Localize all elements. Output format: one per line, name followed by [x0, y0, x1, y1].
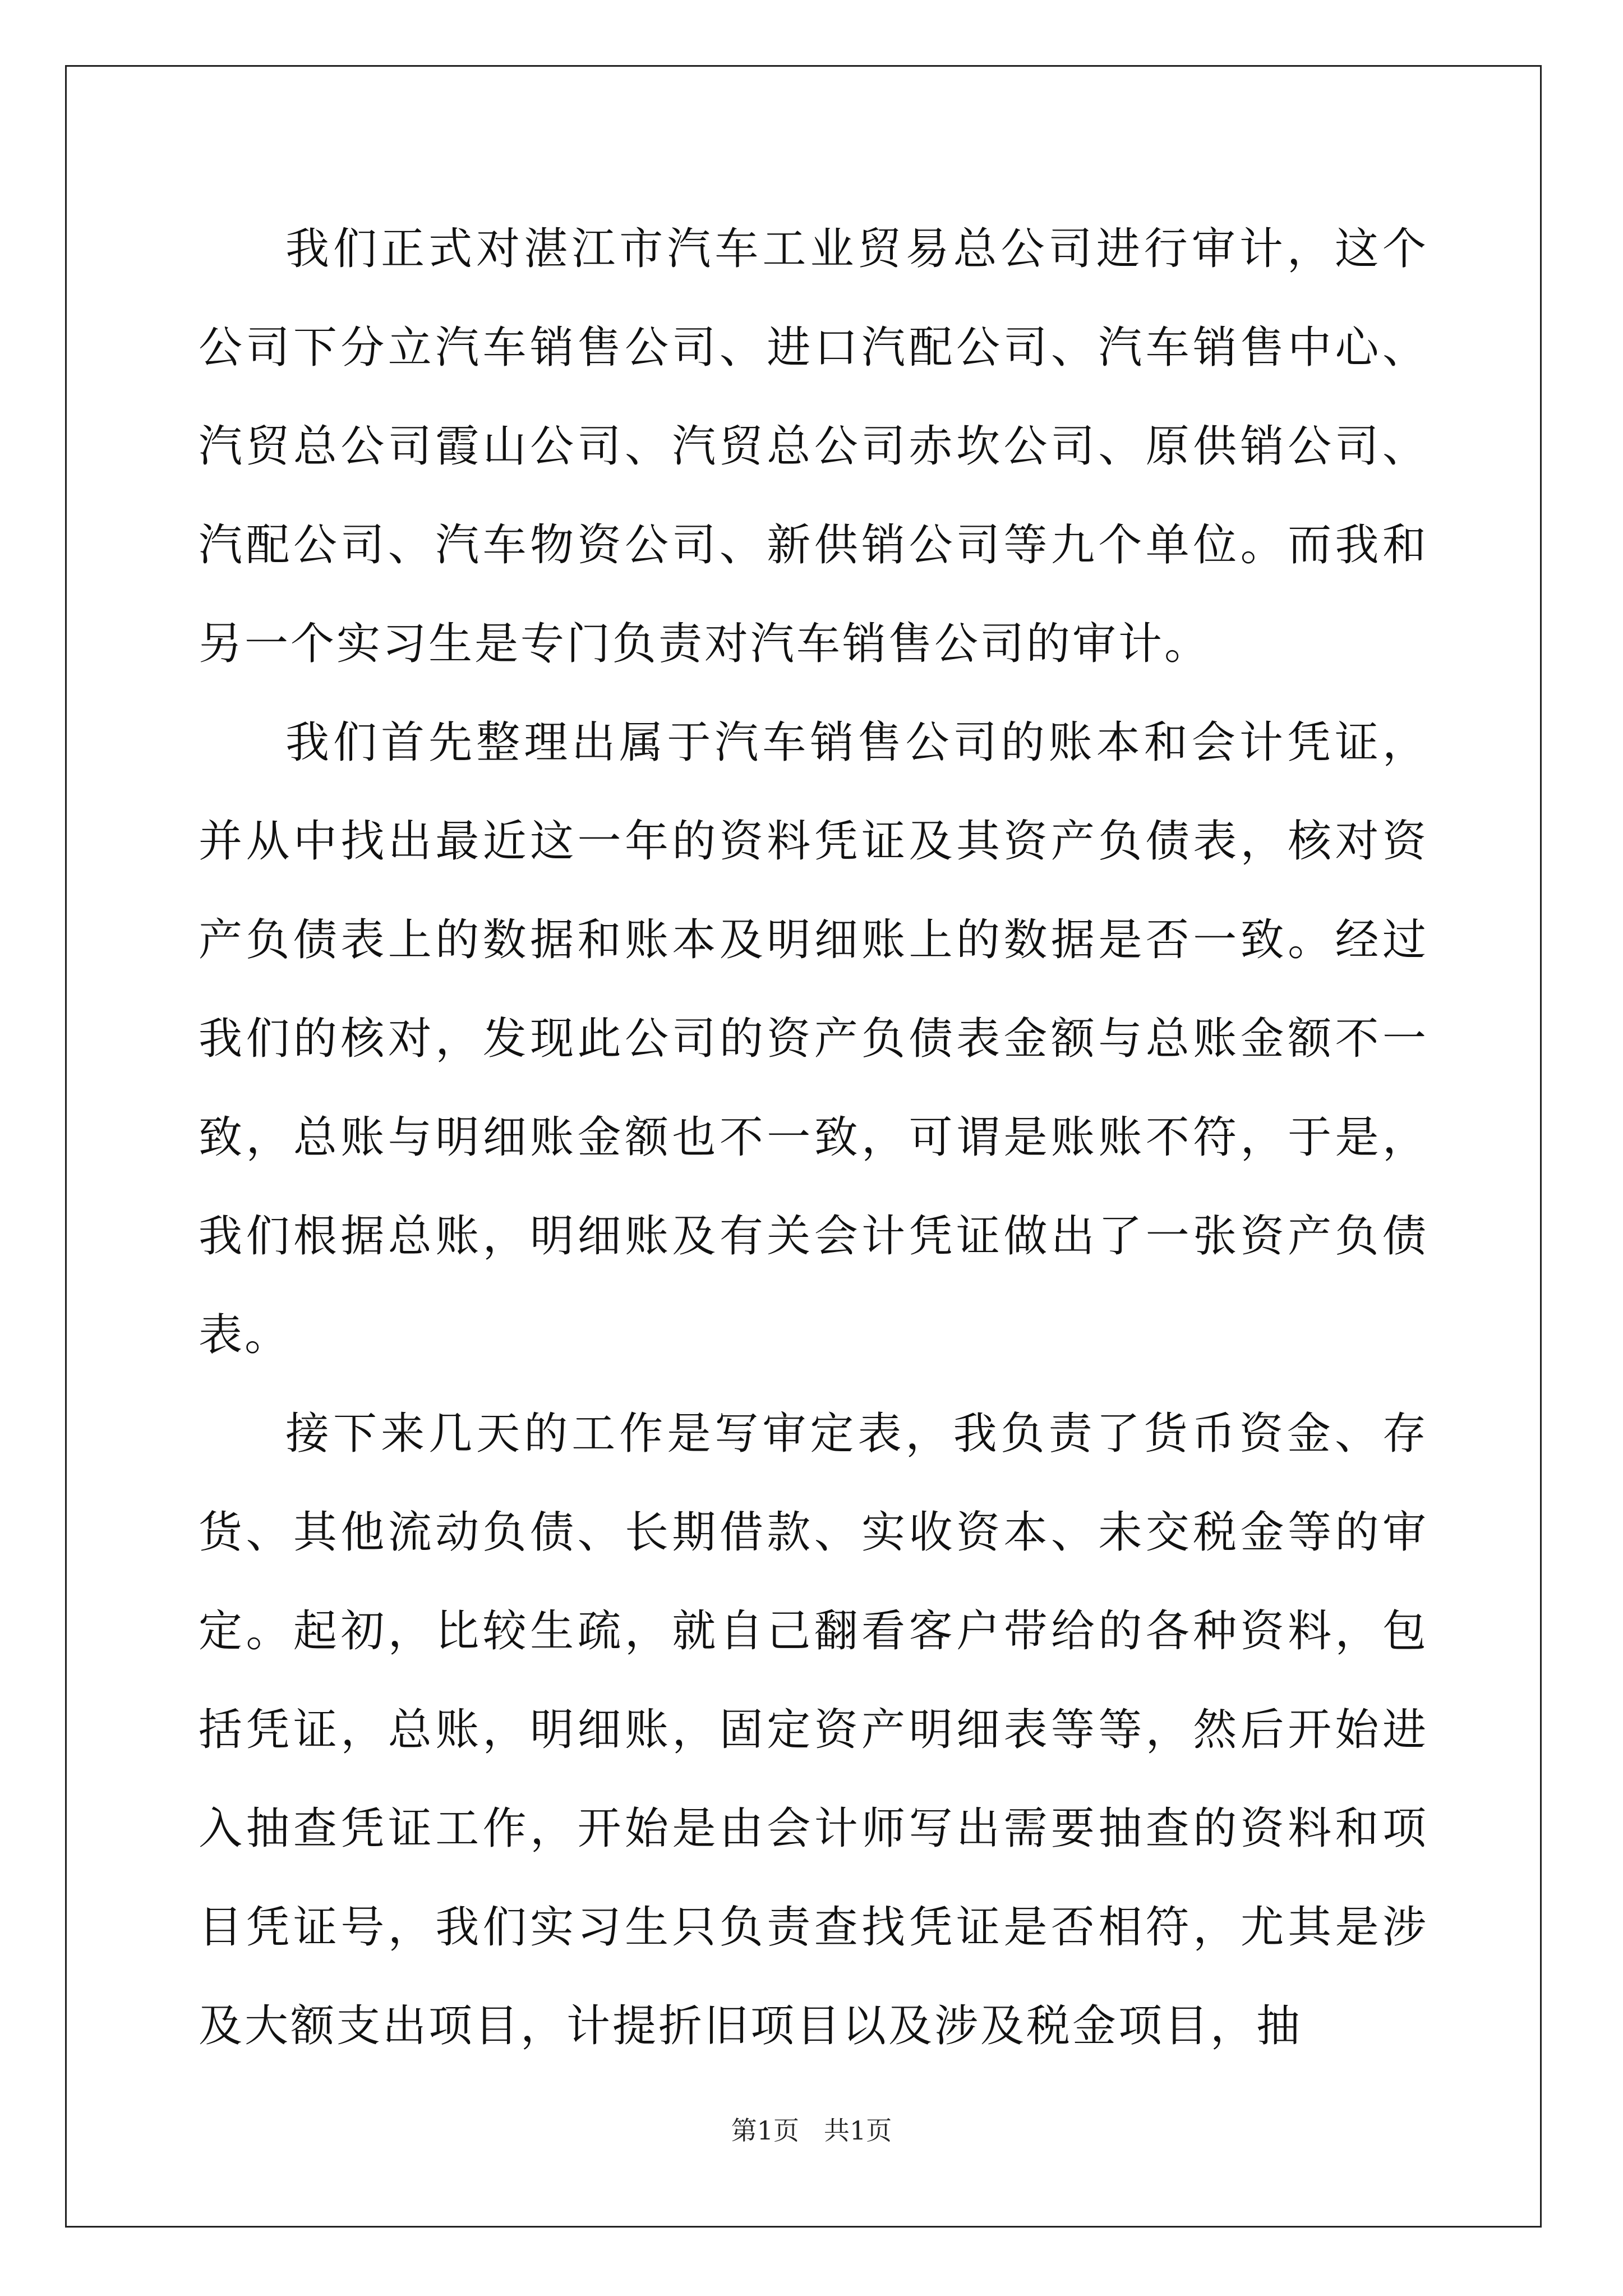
- page-number: 第1页: [731, 2115, 799, 2146]
- document-body: [199, 200, 1428, 2076]
- page-footer: [0, 2114, 1623, 2147]
- paragraph-2: 我们首先整理出属于汽车销售公司的账本和会计凭证，并从中找出最近这一年的资料凭证及其资产负债表，核对资产负债表上的数据和账本及明细账上的数据是否一致。经过我们的核对，发现此公司的资产负债表金额与总账金额不一致，总账与明细账金额也不一致，可谓是账账不符，于是，我们根据总账，明细账及有关会计凭证做出了一张资产负债表。: [199, 717, 1428, 1360]
- page-total: 共1页: [824, 2115, 892, 2146]
- paragraph-1: 我们正式对湛江市汽车工业贸易总公司进行审计，这个公司下分立汽车销售公司、进口汽配公司、汽车销售中心、汽贸总公司霞山公司、汽贸总公司赤坎公司、原供销公司、汽配公司、汽车物资公司、新供销公司等九个单位。而我和另一个实习生是专门负责对汽车销售公司的审计。: [199, 224, 1428, 669]
- paragraph-3: 接下来几天的工作是写审定表，我负责了货币资金、存货、其他流动负债、长期借款、实收资本、未交税金等的审定。起初，比较生疏，就自己翻看客户带给的各种资料，包括凭证，总账，明细账，固定资产明细表等等，然后开始进入抽查凭证工作，开始是由会计师写出需要抽查的资料和项目凭证号，我们实习生只负责查找凭证是否相符，尤其是涉及大额支出项目，计提折旧项目以及涉及税金项目，抽: [199, 1409, 1428, 2051]
